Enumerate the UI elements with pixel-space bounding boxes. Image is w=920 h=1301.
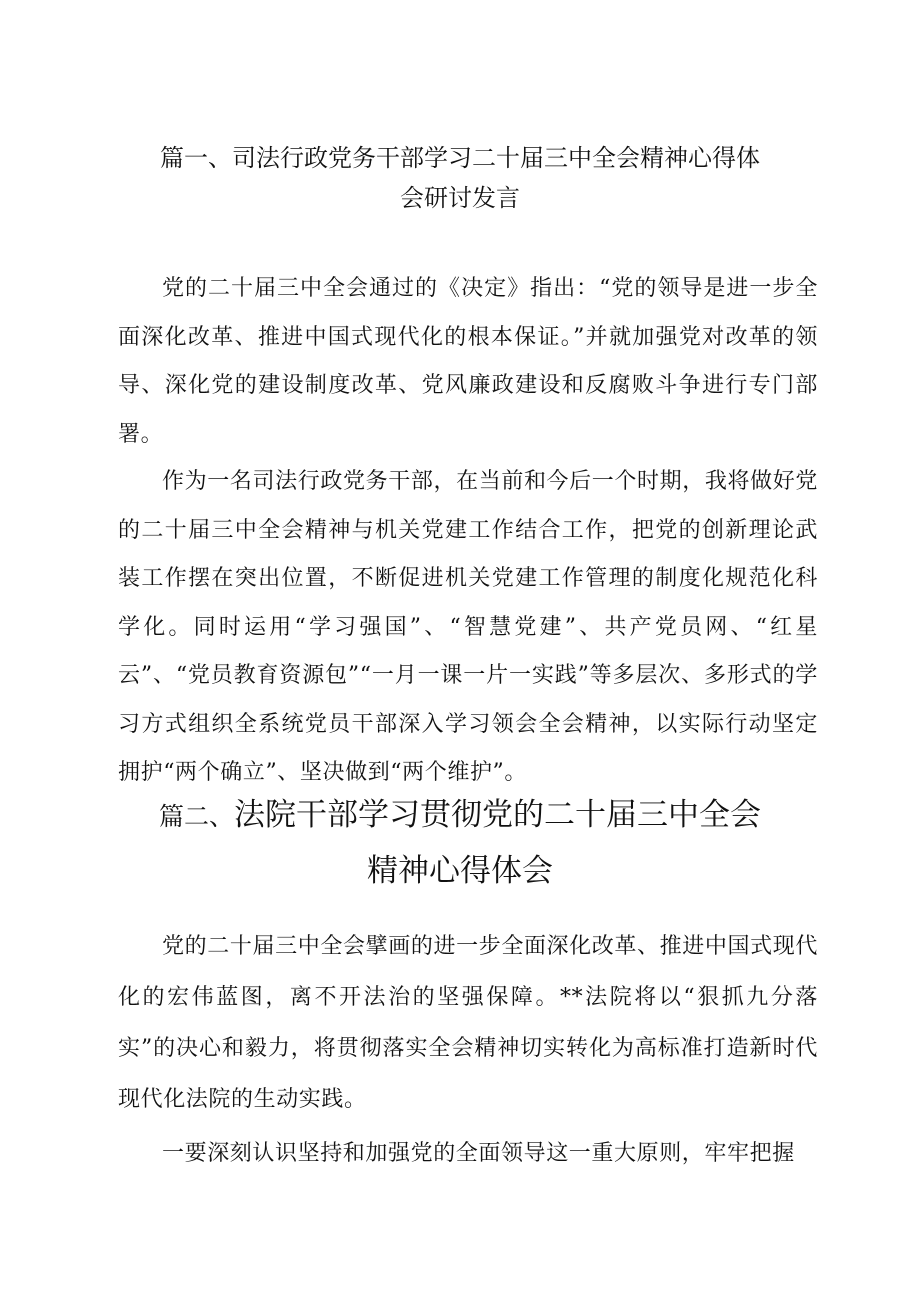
section2-paragraph-1: 党的二十届三中全会擘画的进一步全面深化改革、推进中国式现代化的宏伟蓝图，离不开法治的坚强保障。**法院将以“狠抓九分落实”的决心和毅力，将贯彻落实全会精神切实转化为高标准打造新时代现代化法院的生动实践。 bbox=[118, 934, 818, 1112]
section2-title-line2: 精神心得体会 bbox=[367, 853, 553, 889]
section1-paragraph-1: 党的二十届三中全会通过的《决定》指出：“党的领导是进一步全面深化改革、推进中国式现代化的根本保证。”并就加强党对改革的领导、深化党的建设制度改革、党风廉政建设和反腐败斗争进行专门部署。 bbox=[118, 276, 818, 447]
section2-paragraph-2: 一要深刻认识坚持和加强党的全面领导这一重大原则，牢牢把握 bbox=[162, 1141, 795, 1166]
section1-title-line2: 会研讨发言 bbox=[400, 184, 520, 212]
section1-title-line1: 篇一、司法行政党务干部学习二十届三中全会精神心得体 bbox=[160, 144, 760, 172]
section2-title-line1-text: 法院干部学习贯彻党的二十届三中全会 bbox=[234, 797, 761, 833]
section1-title bbox=[118, 138, 802, 218]
section2-title-line1 bbox=[118, 788, 802, 844]
section2-title bbox=[118, 788, 802, 898]
section1-paragraph-2: 作为一名司法行政党务干部，在当前和今后一个时期，我将做好党的二十届三中全会精神与机关党建工作结合工作，把党的创新理论武装工作摆在突出位置，不断促进机关党建工作管理的制度化规范化科学化。同时运用“学习强国”、“智慧党建”、共产党员网、“红星云”、“党员教育资源包”“一月一课一片一实践”等多层次、多形式的学习方式组织全系统党员干部深入学习领会全会精神，以实际行动坚定拥护“两个确立”、坚决做到“两个维护”。 bbox=[118, 469, 818, 785]
section2-title-prefix: 篇二、 bbox=[158, 802, 234, 831]
